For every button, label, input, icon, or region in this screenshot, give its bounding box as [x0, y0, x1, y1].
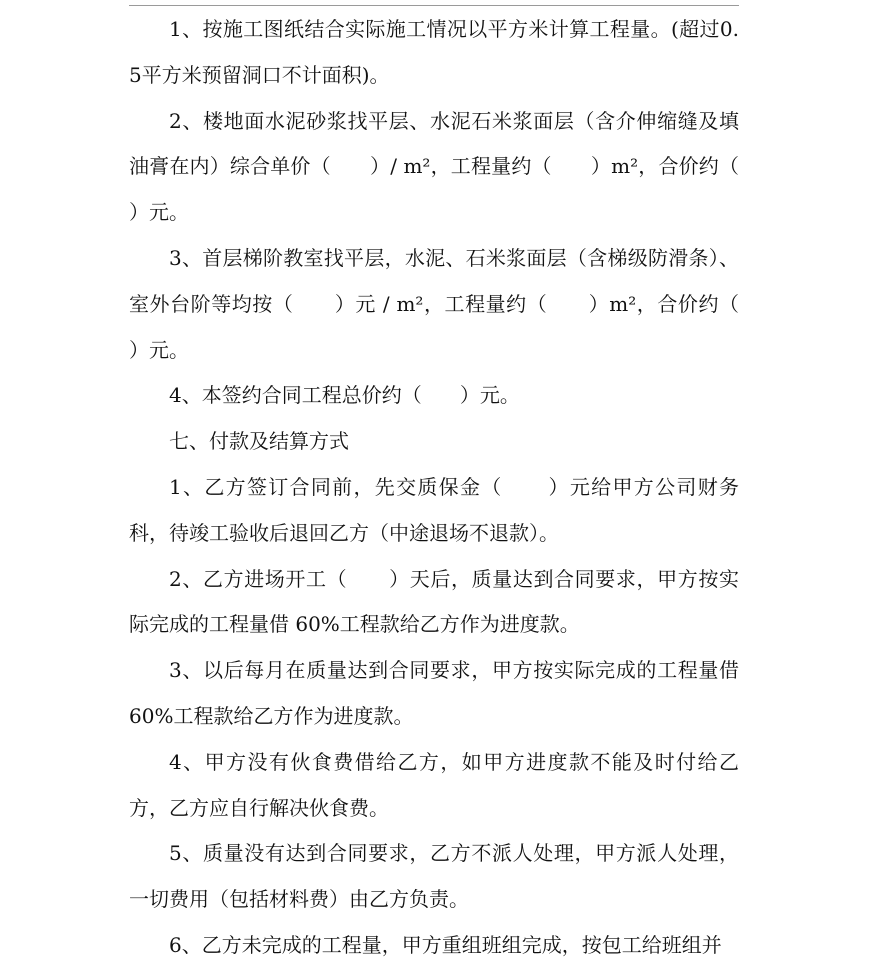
payment-clause-3: 3、以后每月在质量达到合同要求，甲方按实际完成的工程量借 60%工程款给乙方作为进度款。 — [129, 658, 746, 728]
payment-clause-4: 4、甲方没有伙食费借给乙方，如甲方进度款不能及时付给乙方，乙方应自行解决伙食费。 — [129, 749, 739, 820]
clause-4-total-contract-price: 4、本签约合同工程总价约（ ）元。 — [169, 383, 520, 408]
payment-clause-5: 5、质量没有达到合同要求，乙方不派人处理，甲方派人处理，一切费用（包括材料费）由乙方负责。 — [129, 841, 739, 912]
payment-clause-2: 2、乙方进场开工（ ）天后，质量达到合同要求，甲方按实际完成的工程量借 60%工程款给乙方作为进度款。 — [129, 566, 739, 637]
page-top-border — [129, 5, 739, 6]
section-7-heading: 七、付款及结算方式 — [169, 429, 349, 454]
payment-clause-1: 1、乙方签订合同前，先交质保金（ ）元给甲方公司财务科，待竣工验收后退回乙方（中途退场不退款）。 — [129, 474, 739, 545]
payment-clause-6-partial: 6、乙方未完成的工程量，甲方重组班组完成，按包工给班组并 — [169, 932, 722, 957]
clause-1-measurement-rule: 1、按施工图纸结合实际施工情况以平方米计算工程量。(超过0.5平方米预留洞口不计面积)。 — [129, 17, 739, 87]
document-body — [129, 7, 778, 969]
clause-2-floor-screed-price: 2、楼地面水泥砂浆找平层、水泥石米浆面层（含介伸缩缝及填油膏在内）综合单价（ ）/ m²，工程量约（ ）m²，合价约（ ）元。 — [129, 108, 778, 225]
clause-3-ground-floor-steps-price: 3、首层梯阶教室找平层，水泥、石米浆面层（含梯级防滑条）、室外台阶等均按（ ）元 / m²，工程量约（ ）m²，合价约（ ）元。 — [129, 245, 778, 362]
